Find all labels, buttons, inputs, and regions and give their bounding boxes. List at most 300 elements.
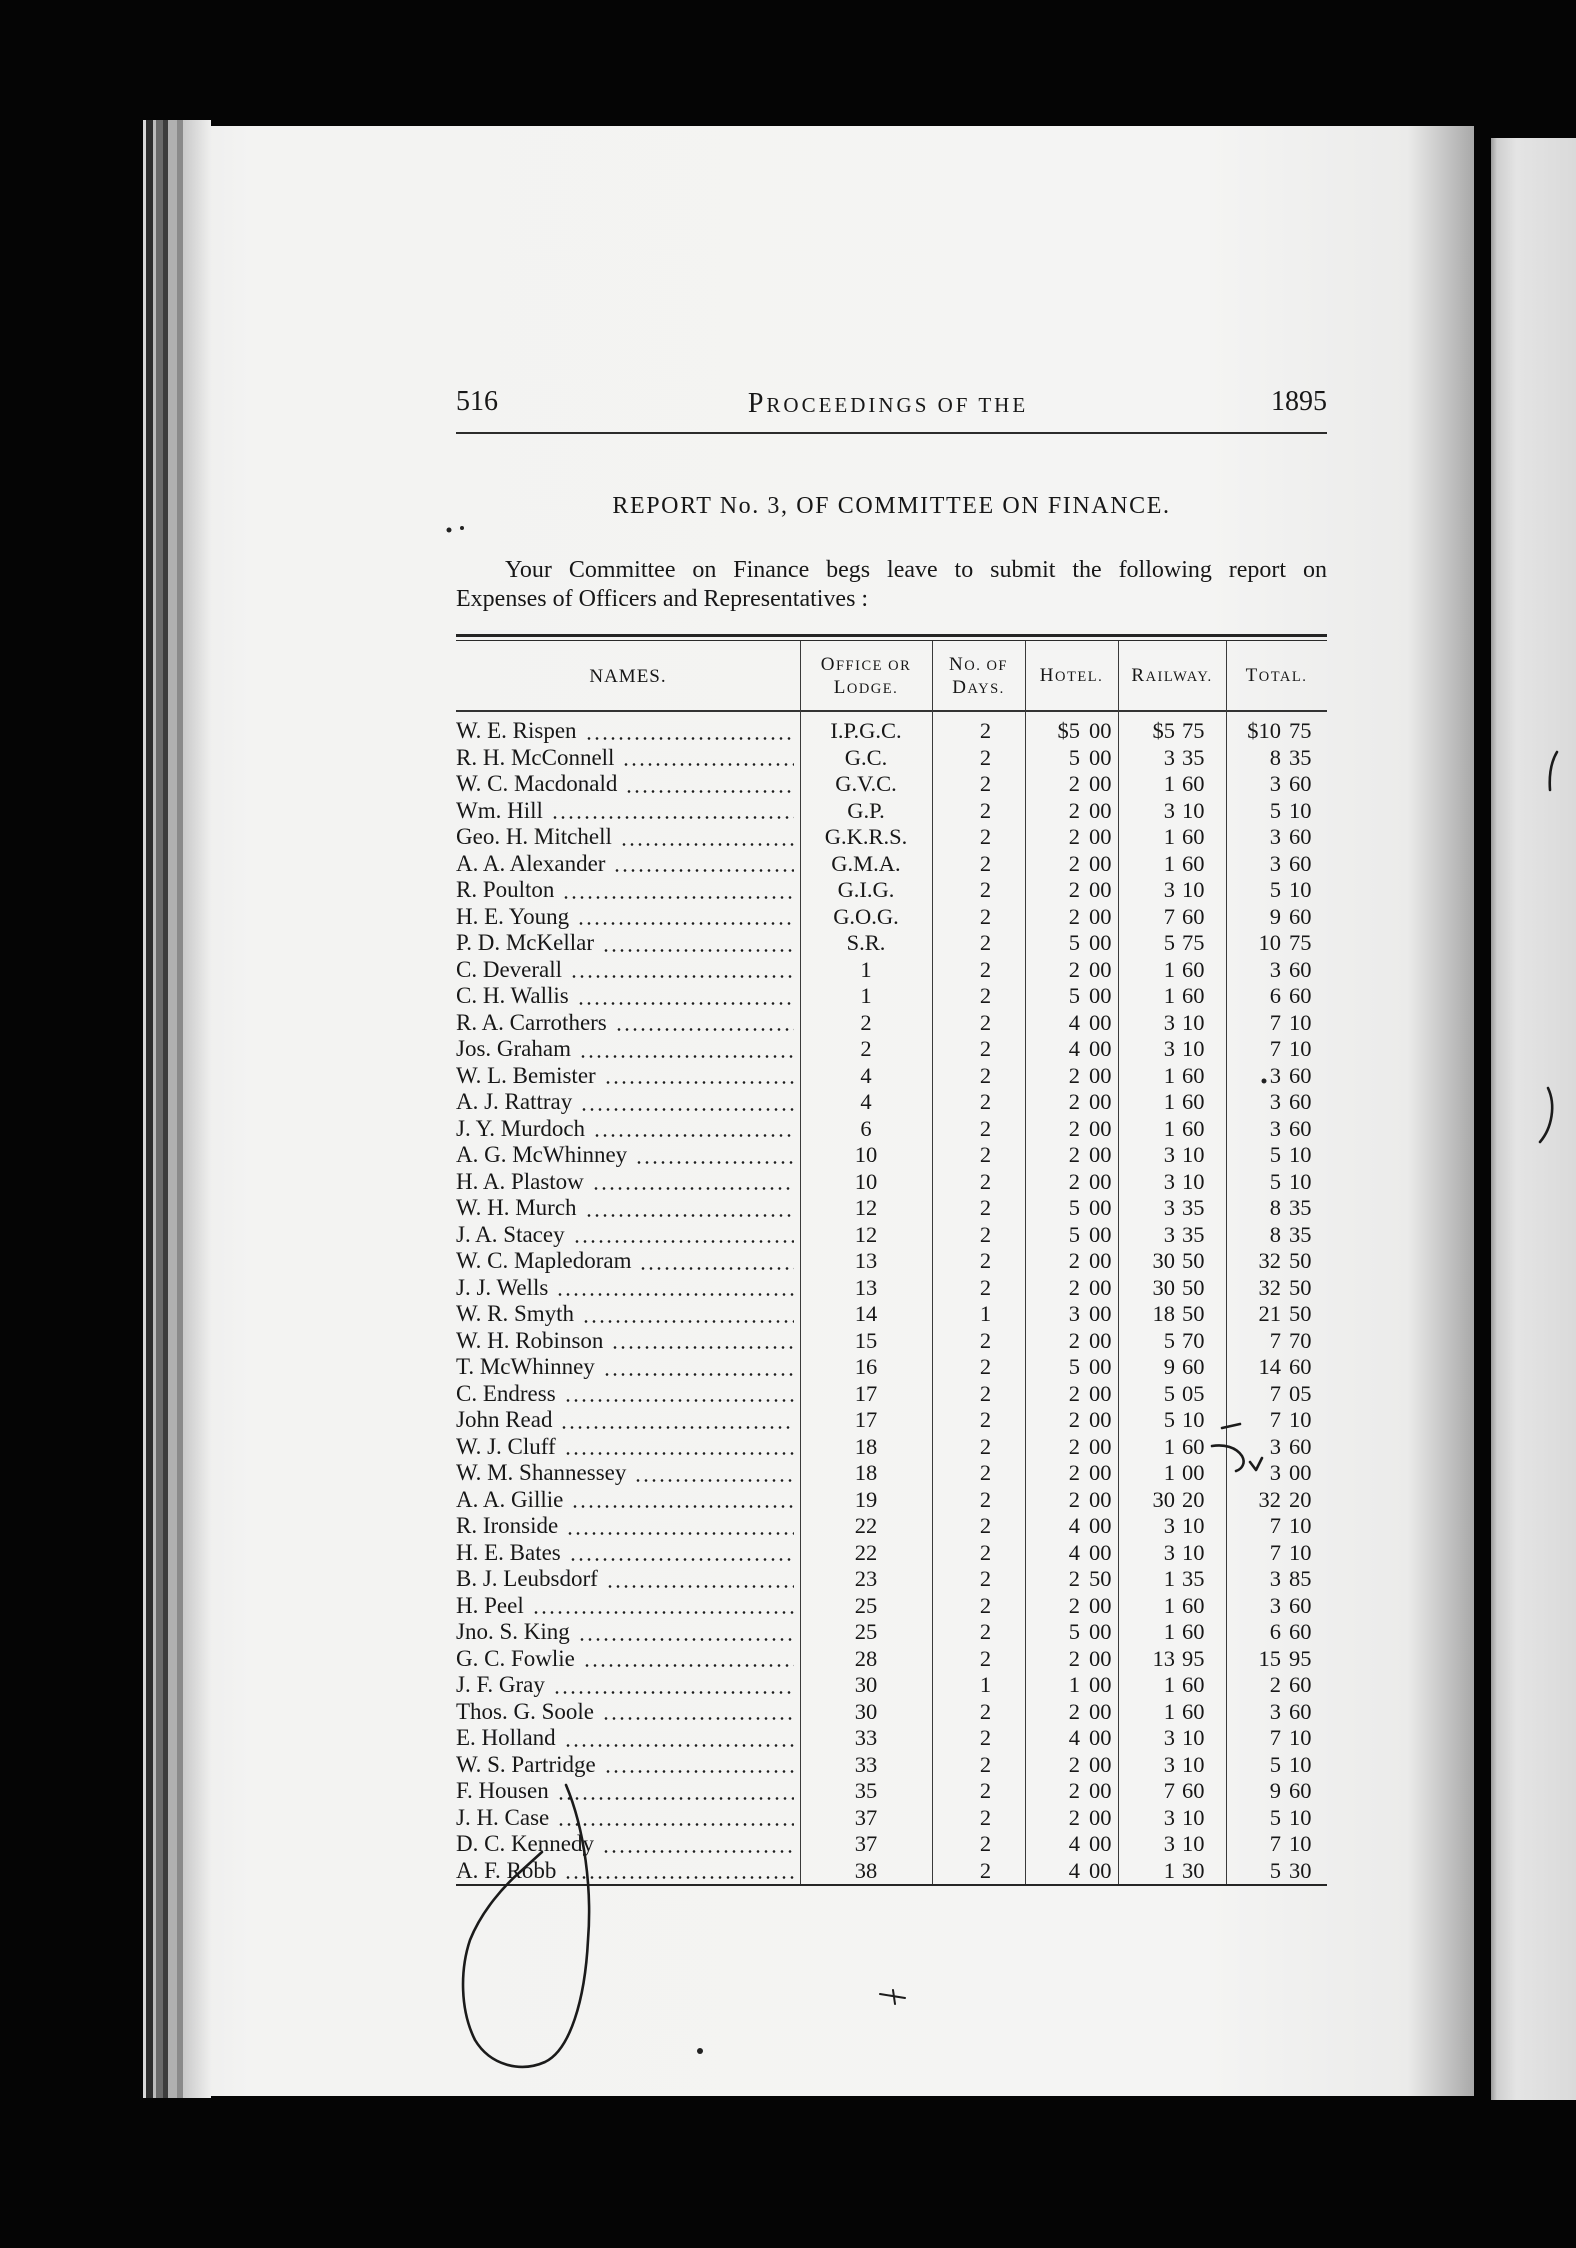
hotel-dollars: 2 bbox=[1068, 1407, 1080, 1432]
total-dollars: 3 bbox=[1269, 824, 1281, 849]
days-cell: 2 bbox=[979, 1698, 992, 1724]
member-name: H. Peel bbox=[456, 1592, 524, 1618]
total-cents: 35 bbox=[1289, 744, 1312, 770]
member-name: J. Y. Murdoch bbox=[456, 1115, 586, 1141]
member-name: R. A. Carrothers bbox=[456, 1009, 607, 1035]
table-row bbox=[456, 1646, 1327, 1673]
hotel-cell bbox=[1025, 1328, 1118, 1355]
days-cell: 2 bbox=[979, 824, 992, 849]
table-row bbox=[456, 1699, 1327, 1726]
dot-leader bbox=[557, 1823, 794, 1826]
hotel-cents: 00 bbox=[1089, 1407, 1112, 1432]
railway-cell bbox=[1118, 1301, 1226, 1328]
name-cell bbox=[456, 1646, 800, 1673]
hotel-cents: 00 bbox=[1089, 1486, 1112, 1512]
member-name: C. Deverall bbox=[456, 956, 563, 982]
hotel-cents: 00 bbox=[1089, 1327, 1112, 1353]
intro-line-1: Your Committee on Finance begs leave to submit the following report on bbox=[505, 557, 1327, 583]
railway-dollars: 1 bbox=[1163, 1433, 1175, 1459]
hotel-cell bbox=[1025, 1699, 1118, 1726]
hotel-cents: 00 bbox=[1089, 1380, 1112, 1406]
total-cell bbox=[1226, 1646, 1327, 1673]
railway-cents: 60 bbox=[1182, 824, 1205, 849]
table-row bbox=[456, 1725, 1327, 1752]
hotel-cents: 00 bbox=[1089, 1460, 1112, 1485]
page-number: 516 bbox=[456, 386, 498, 417]
railway-cell bbox=[1118, 1407, 1226, 1434]
dot-leader bbox=[585, 737, 794, 740]
total-cell bbox=[1226, 1752, 1327, 1779]
railway-cents: 70 bbox=[1182, 1327, 1205, 1353]
railway-dollars: 13 bbox=[1152, 1645, 1175, 1671]
hotel-cell bbox=[1025, 745, 1118, 772]
railway-cell bbox=[1118, 824, 1226, 851]
hotel-cents: 00 bbox=[1089, 930, 1112, 955]
hotel-cell bbox=[1025, 1487, 1118, 1514]
name-cell bbox=[456, 1831, 800, 1858]
header-total bbox=[1226, 643, 1327, 710]
table-row bbox=[456, 824, 1327, 851]
hotel-dollars: 2 bbox=[1068, 1168, 1080, 1194]
office-or-lodge-cell: 38 bbox=[854, 1857, 878, 1883]
table-row bbox=[456, 983, 1327, 1010]
total-cents: 60 bbox=[1289, 771, 1312, 796]
hotel-dollars: 2 bbox=[1068, 1089, 1080, 1114]
hotel-cell bbox=[1025, 957, 1118, 984]
table-row bbox=[456, 1540, 1327, 1567]
total-cents: 10 bbox=[1289, 877, 1312, 902]
dot-leader bbox=[580, 1108, 794, 1111]
table-row bbox=[456, 1063, 1327, 1090]
dot-leader bbox=[564, 1452, 794, 1455]
table-row bbox=[456, 1036, 1327, 1063]
office-or-lodge-cell: G.K.R.S. bbox=[824, 824, 908, 849]
days-cell: 2 bbox=[979, 1566, 992, 1591]
railway-dollars: 5 bbox=[1163, 1407, 1175, 1432]
hotel-cents: 00 bbox=[1089, 850, 1112, 876]
hotel-dollars: 2 bbox=[1068, 850, 1080, 876]
dot-leader bbox=[603, 1373, 794, 1376]
hotel-dollars: 2 bbox=[1068, 956, 1080, 982]
office-or-lodge-cell: 12 bbox=[854, 1221, 878, 1247]
total-dollars: 3 bbox=[1269, 1698, 1281, 1724]
office-or-lodge-cell: G.O.G. bbox=[833, 903, 899, 929]
days-cell: 2 bbox=[979, 1380, 992, 1406]
hotel-cell bbox=[1025, 1142, 1118, 1169]
member-name: J. H. Case bbox=[456, 1804, 550, 1830]
office-or-lodge-cell: 13 bbox=[854, 1274, 878, 1300]
hotel-dollars: 5 bbox=[1068, 1195, 1080, 1220]
header-office-line-2: LODGE. bbox=[833, 676, 899, 698]
railway-cents: 00 bbox=[1182, 1460, 1205, 1485]
dot-leader bbox=[634, 1479, 794, 1482]
railway-cents: 75 bbox=[1182, 718, 1205, 743]
total-dollars: 32 bbox=[1258, 1248, 1281, 1273]
dot-leader bbox=[583, 1664, 794, 1667]
name-cell bbox=[456, 851, 800, 878]
hotel-dollars: $5 bbox=[1057, 718, 1080, 743]
railway-dollars: 3 bbox=[1163, 1751, 1175, 1777]
railway-cents: 35 bbox=[1182, 1221, 1205, 1247]
member-name: H. E. Bates bbox=[456, 1539, 561, 1565]
total-cell bbox=[1226, 1513, 1327, 1540]
name-cell bbox=[456, 1381, 800, 1408]
hotel-cents: 00 bbox=[1089, 1857, 1112, 1883]
railway-cents: 10 bbox=[1182, 1539, 1205, 1565]
total-cents: 10 bbox=[1289, 1407, 1312, 1432]
member-name: D. C. Kennedy bbox=[456, 1831, 594, 1856]
railway-dollars: 3 bbox=[1163, 1831, 1175, 1856]
member-name: Jno. S. King bbox=[456, 1619, 570, 1644]
hotel-cell bbox=[1025, 1619, 1118, 1646]
name-cell bbox=[456, 1778, 800, 1805]
total-cents: 70 bbox=[1289, 1327, 1312, 1353]
table-row bbox=[456, 851, 1327, 878]
office-or-lodge-cell: 15 bbox=[854, 1327, 878, 1353]
header-hotel-label: HOTEL. bbox=[1039, 665, 1104, 686]
total-cents: 10 bbox=[1289, 1009, 1312, 1035]
railway-cell bbox=[1118, 877, 1226, 904]
table-header bbox=[456, 643, 1327, 710]
total-cell bbox=[1226, 1381, 1327, 1408]
member-name: W. E. Rispen bbox=[456, 718, 577, 743]
hotel-cents: 00 bbox=[1089, 1062, 1112, 1088]
member-name: H. E. Young bbox=[456, 903, 570, 929]
days-cell: 2 bbox=[979, 1619, 992, 1644]
dot-leader bbox=[602, 1850, 794, 1853]
total-dollars: 5 bbox=[1269, 1804, 1281, 1830]
hotel-cents: 00 bbox=[1089, 1248, 1112, 1273]
member-name: G. C. Fowlie bbox=[456, 1645, 575, 1671]
member-name: R. H. McConnell bbox=[456, 744, 615, 770]
office-or-lodge-cell: 14 bbox=[854, 1301, 878, 1326]
dot-leader bbox=[557, 1797, 794, 1800]
total-cell bbox=[1226, 1089, 1327, 1116]
hotel-cents: 00 bbox=[1089, 1804, 1112, 1830]
total-cell bbox=[1226, 1778, 1327, 1805]
days-cell: 2 bbox=[979, 1142, 992, 1167]
total-cents: 60 bbox=[1289, 850, 1312, 876]
hotel-cell bbox=[1025, 983, 1118, 1010]
name-cell bbox=[456, 1275, 800, 1302]
member-name: P. D. McKellar bbox=[456, 930, 594, 955]
hotel-cents: 00 bbox=[1089, 1221, 1112, 1247]
total-cell bbox=[1226, 1301, 1327, 1328]
total-cents: 60 bbox=[1289, 1354, 1312, 1379]
table-row bbox=[456, 745, 1327, 772]
total-dollars: 10 bbox=[1258, 930, 1281, 955]
table-row bbox=[456, 1460, 1327, 1487]
total-cents: 95 bbox=[1289, 1645, 1312, 1671]
name-cell bbox=[456, 1460, 800, 1487]
hotel-cents: 00 bbox=[1089, 1195, 1112, 1220]
hotel-cell bbox=[1025, 1354, 1118, 1381]
railway-cents: 60 bbox=[1182, 1698, 1205, 1724]
total-dollars: 7 bbox=[1269, 1036, 1281, 1061]
hotel-cell bbox=[1025, 904, 1118, 931]
days-cell: 2 bbox=[979, 1274, 992, 1300]
hotel-dollars: 2 bbox=[1068, 1115, 1080, 1141]
dot-leader bbox=[566, 1532, 794, 1535]
dot-leader bbox=[564, 1744, 794, 1747]
hotel-cell bbox=[1025, 1752, 1118, 1779]
name-cell bbox=[456, 1354, 800, 1381]
total-dollars: 5 bbox=[1269, 1857, 1281, 1883]
member-name: A. G. McWhinney bbox=[456, 1142, 628, 1167]
days-cell: 2 bbox=[979, 1062, 992, 1088]
hotel-cents: 00 bbox=[1089, 1089, 1112, 1114]
header-total-label: TOTAL. bbox=[1245, 665, 1308, 686]
member-name: John Read bbox=[456, 1407, 553, 1432]
hotel-dollars: 2 bbox=[1068, 1433, 1080, 1459]
railway-cell bbox=[1118, 1169, 1226, 1196]
days-cell: 2 bbox=[979, 1089, 992, 1114]
hotel-cell bbox=[1025, 1301, 1118, 1328]
railway-dollars: 1 bbox=[1163, 1062, 1175, 1088]
total-dollars: 21 bbox=[1258, 1301, 1281, 1326]
total-dollars: 7 bbox=[1269, 1831, 1281, 1856]
dot-leader bbox=[604, 1770, 794, 1773]
days-cell: 2 bbox=[979, 1248, 992, 1273]
name-cell bbox=[456, 1725, 800, 1752]
member-name: R. Ironside bbox=[456, 1513, 559, 1538]
total-dollars: 7 bbox=[1269, 1513, 1281, 1538]
table-row bbox=[456, 1328, 1327, 1355]
railway-cents: 60 bbox=[1182, 850, 1205, 876]
total-dollars: 3 bbox=[1269, 1115, 1281, 1141]
name-cell bbox=[456, 983, 800, 1010]
table-row bbox=[456, 1487, 1327, 1514]
hotel-dollars: 5 bbox=[1068, 1354, 1080, 1379]
dot-leader bbox=[622, 763, 794, 766]
total-cents: 60 bbox=[1289, 1433, 1312, 1459]
member-name: W. M. Shannessey bbox=[456, 1460, 627, 1485]
table-row bbox=[456, 1831, 1327, 1858]
office-or-lodge-cell: 17 bbox=[854, 1380, 878, 1406]
days-cell: 2 bbox=[979, 1831, 992, 1856]
hotel-dollars: 2 bbox=[1068, 1327, 1080, 1353]
railway-dollars: 5 bbox=[1163, 930, 1175, 955]
dot-leader bbox=[582, 1320, 794, 1323]
hotel-cents: 00 bbox=[1089, 956, 1112, 982]
table-row bbox=[456, 877, 1327, 904]
hotel-cents: 00 bbox=[1089, 1142, 1112, 1167]
hotel-cell bbox=[1025, 1725, 1118, 1752]
header-names: NAMES. bbox=[589, 665, 667, 687]
table-row bbox=[456, 904, 1327, 931]
member-name: Thos. G. Soole bbox=[456, 1698, 594, 1724]
total-cell bbox=[1226, 1699, 1327, 1726]
member-name: Jos. Graham bbox=[456, 1036, 571, 1061]
dot-leader bbox=[606, 1585, 794, 1588]
table-row bbox=[456, 1301, 1327, 1328]
days-cell: 2 bbox=[979, 1539, 992, 1565]
railway-dollars: 1 bbox=[1163, 1857, 1175, 1883]
total-cell bbox=[1226, 1142, 1327, 1169]
name-cell bbox=[456, 1407, 800, 1434]
railway-cents: 35 bbox=[1182, 744, 1205, 770]
hotel-dollars: 2 bbox=[1068, 1698, 1080, 1724]
hotel-dollars: 4 bbox=[1068, 1857, 1080, 1883]
total-cell bbox=[1226, 1725, 1327, 1752]
total-dollars: 8 bbox=[1269, 1221, 1281, 1247]
member-name: T. McWhinney bbox=[456, 1354, 595, 1379]
railway-dollars: 3 bbox=[1163, 1195, 1175, 1220]
railway-dollars: $5 bbox=[1152, 718, 1175, 743]
railway-cents: 95 bbox=[1182, 1645, 1205, 1671]
railway-cents: 60 bbox=[1182, 956, 1205, 982]
dot-leader bbox=[562, 896, 794, 899]
office-or-lodge-cell: 17 bbox=[854, 1407, 878, 1432]
total-cell bbox=[1226, 1169, 1327, 1196]
header-railway bbox=[1118, 643, 1226, 710]
railway-dollars: 7 bbox=[1163, 903, 1175, 929]
member-name: E. Holland bbox=[456, 1725, 556, 1750]
member-name: B. J. Leubsdorf bbox=[456, 1566, 598, 1591]
member-name: W. R. Smyth bbox=[456, 1301, 575, 1326]
total-cents: 60 bbox=[1289, 1089, 1312, 1114]
table-row bbox=[456, 1381, 1327, 1408]
days-cell: 2 bbox=[979, 1221, 992, 1247]
railway-dollars: 1 bbox=[1163, 1619, 1175, 1644]
railway-cents: 60 bbox=[1182, 771, 1205, 796]
railway-cents: 35 bbox=[1182, 1566, 1205, 1591]
days-cell: 2 bbox=[979, 1168, 992, 1194]
total-cell bbox=[1226, 851, 1327, 878]
dot-leader bbox=[551, 816, 794, 819]
total-cents: 60 bbox=[1289, 1619, 1312, 1644]
total-dollars: 7 bbox=[1269, 1539, 1281, 1565]
office-or-lodge-cell: 28 bbox=[854, 1645, 878, 1671]
hotel-cell bbox=[1025, 1010, 1118, 1037]
header-days-line-2: DAYS. bbox=[952, 676, 1005, 698]
member-name: J. J. Wells bbox=[456, 1274, 549, 1300]
hotel-dollars: 5 bbox=[1068, 744, 1080, 770]
total-dollars: 6 bbox=[1269, 1619, 1281, 1644]
railway-cell bbox=[1118, 1010, 1226, 1037]
railway-dollars: 5 bbox=[1163, 1380, 1175, 1406]
railway-cents: 60 bbox=[1182, 1354, 1205, 1379]
name-cell bbox=[456, 1010, 800, 1037]
office-or-lodge-cell: 30 bbox=[854, 1698, 878, 1724]
hotel-dollars: 2 bbox=[1068, 1778, 1080, 1803]
total-dollars: 5 bbox=[1269, 1751, 1281, 1777]
table-bottom-rule bbox=[456, 1884, 1327, 1886]
dot-leader bbox=[585, 1214, 794, 1217]
hotel-cents: 00 bbox=[1089, 1301, 1112, 1326]
railway-cents: 60 bbox=[1182, 1619, 1205, 1644]
name-cell bbox=[456, 1566, 800, 1593]
hotel-cents: 00 bbox=[1089, 744, 1112, 770]
hotel-dollars: 4 bbox=[1068, 1036, 1080, 1061]
total-dollars: 3 bbox=[1269, 850, 1281, 876]
total-cell bbox=[1226, 1566, 1327, 1593]
railway-cell bbox=[1118, 1831, 1226, 1858]
railway-dollars: 1 bbox=[1163, 1698, 1175, 1724]
days-cell: 2 bbox=[979, 1354, 992, 1379]
name-cell bbox=[456, 1752, 800, 1779]
name-cell bbox=[456, 1222, 800, 1249]
total-cents: 60 bbox=[1289, 1115, 1312, 1141]
hotel-cents: 00 bbox=[1089, 1751, 1112, 1777]
railway-dollars: 5 bbox=[1163, 1327, 1175, 1353]
hotel-dollars: 3 bbox=[1068, 1301, 1080, 1326]
hotel-cents: 00 bbox=[1089, 824, 1112, 849]
railway-dollars: 3 bbox=[1163, 1513, 1175, 1538]
hotel-cell bbox=[1025, 1116, 1118, 1143]
hotel-dollars: 4 bbox=[1068, 1725, 1080, 1750]
railway-cents: 60 bbox=[1182, 1115, 1205, 1141]
dot-leader bbox=[570, 975, 794, 978]
days-cell: 2 bbox=[979, 930, 992, 955]
hotel-cents: 00 bbox=[1089, 1645, 1112, 1671]
total-cents: 10 bbox=[1289, 1725, 1312, 1750]
dot-leader bbox=[573, 1240, 794, 1243]
office-or-lodge-cell: 35 bbox=[854, 1778, 878, 1803]
days-cell: 2 bbox=[979, 850, 992, 876]
hotel-cell bbox=[1025, 824, 1118, 851]
railway-cents: 60 bbox=[1182, 1778, 1205, 1803]
railway-dollars: 30 bbox=[1152, 1248, 1175, 1273]
total-cell bbox=[1226, 1593, 1327, 1620]
dot-leader bbox=[553, 1691, 794, 1694]
railway-cents: 10 bbox=[1182, 1168, 1205, 1194]
office-or-lodge-cell: 1 bbox=[860, 956, 872, 982]
hotel-cell bbox=[1025, 1248, 1118, 1275]
table-row bbox=[456, 1089, 1327, 1116]
days-cell: 2 bbox=[979, 1433, 992, 1459]
office-or-lodge-cell: I.P.G.C. bbox=[830, 718, 902, 743]
name-cell bbox=[456, 1540, 800, 1567]
total-dollars: 3 bbox=[1269, 1460, 1281, 1485]
railway-cell bbox=[1118, 1752, 1226, 1779]
railway-dollars: 1 bbox=[1163, 1672, 1175, 1697]
hotel-cell bbox=[1025, 718, 1118, 745]
days-cell: 2 bbox=[979, 1115, 992, 1141]
total-cents: 35 bbox=[1289, 1221, 1312, 1247]
table-row bbox=[456, 771, 1327, 798]
hotel-dollars: 2 bbox=[1068, 1592, 1080, 1618]
office-or-lodge-cell: 4 bbox=[860, 1089, 872, 1114]
railway-cell bbox=[1118, 957, 1226, 984]
total-dollars: 2 bbox=[1269, 1672, 1281, 1697]
table-row bbox=[456, 1222, 1327, 1249]
total-cents: 60 bbox=[1289, 1592, 1312, 1618]
total-cell bbox=[1226, 745, 1327, 772]
name-cell bbox=[456, 824, 800, 851]
dot-leader bbox=[639, 1267, 794, 1270]
intro-line-2: Expenses of Officers and Representatives : bbox=[456, 586, 869, 612]
table-row bbox=[456, 1248, 1327, 1275]
railway-cents: 50 bbox=[1182, 1301, 1205, 1326]
railway-cell bbox=[1118, 1460, 1226, 1487]
total-cents: 30 bbox=[1289, 1857, 1312, 1883]
total-dollars: 32 bbox=[1258, 1274, 1281, 1300]
railway-cell bbox=[1118, 1195, 1226, 1222]
member-name: A. A. Gillie bbox=[456, 1486, 564, 1512]
dot-leader bbox=[578, 1638, 794, 1641]
total-cents: 10 bbox=[1289, 1142, 1312, 1167]
total-cell bbox=[1226, 1858, 1327, 1885]
railway-cents: 60 bbox=[1182, 903, 1205, 929]
days-cell: 2 bbox=[979, 1778, 992, 1803]
name-cell bbox=[456, 798, 800, 825]
total-cell bbox=[1226, 1354, 1327, 1381]
railway-cell bbox=[1118, 983, 1226, 1010]
hotel-dollars: 4 bbox=[1068, 1513, 1080, 1538]
office-or-lodge-cell: 33 bbox=[854, 1725, 878, 1750]
table-row bbox=[456, 1142, 1327, 1169]
